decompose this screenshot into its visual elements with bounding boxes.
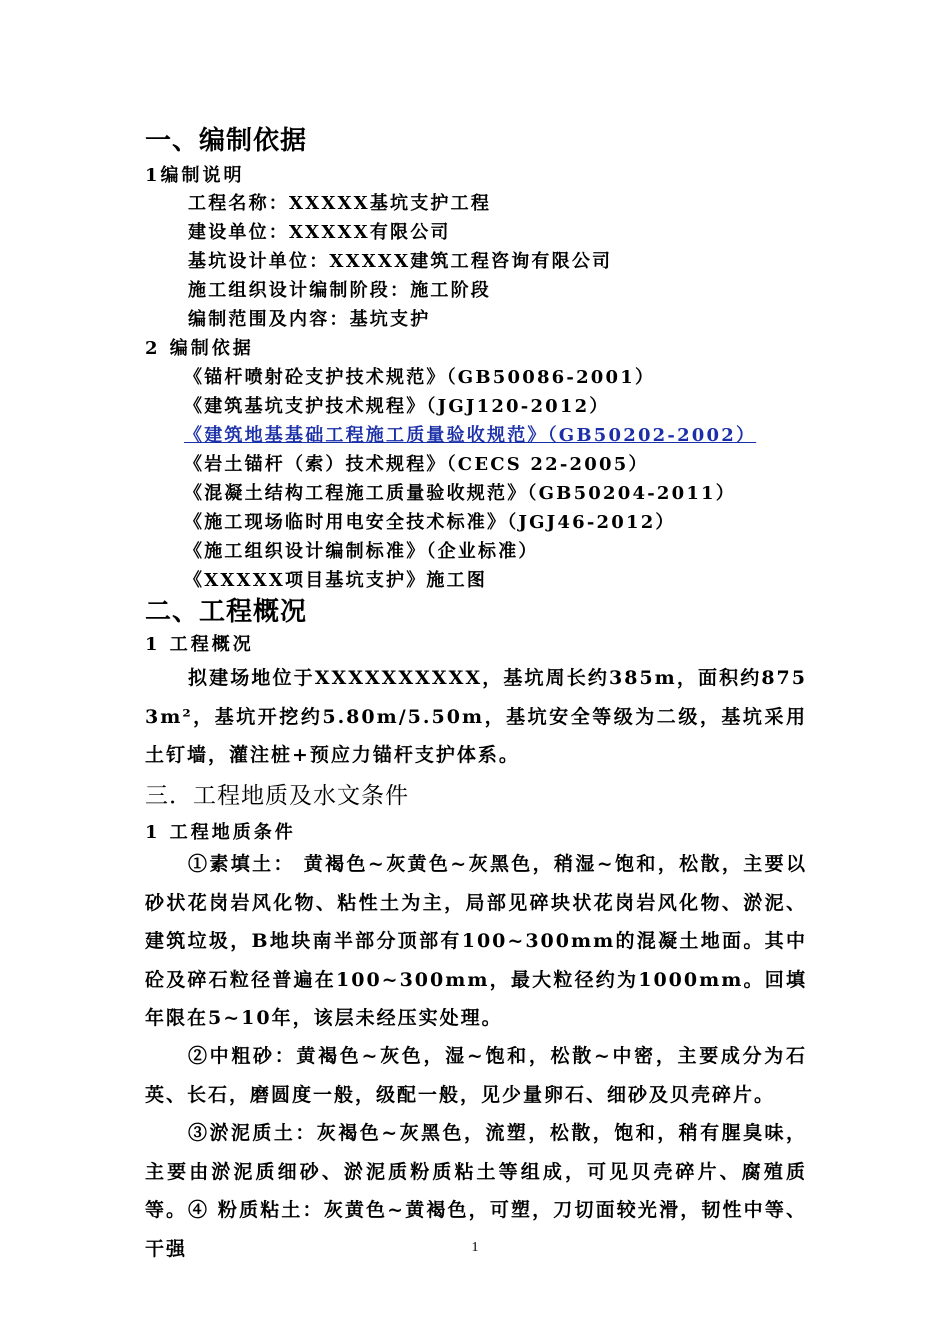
page-number: 1 <box>471 1240 479 1255</box>
section-1-1-title: 1编制说明 <box>145 165 245 186</box>
design-stage-line: 施工组织设计编制阶段：施工阶段 <box>188 280 491 301</box>
section-2-title: 二、工程概况 <box>145 597 308 627</box>
section-3-title: 三．工程地质及水文条件 <box>145 783 409 809</box>
reference-item: 《建筑基坑支护技术规程》（JGJ120-2012） <box>184 396 610 417</box>
section-1-2-title: 2 编制依据 <box>145 338 254 359</box>
reference-link[interactable]: 《建筑地基基础工程施工质量验收规范》（GB50202-2002） <box>184 425 757 446</box>
soil-layer-4-paragraph: ④ 粉质粘土：灰黄色~黄褐色，可塑，刀切面较光滑，韧性中等、干强 <box>145 1199 807 1260</box>
construction-unit-line: 建设单位：XXXXX有限公司 <box>188 222 451 243</box>
reference-item: 《施工组织设计编制标准》（企业标准） <box>184 541 539 562</box>
soil-layer-3-paragraph: ③淤泥质土：灰褐色~灰黑色，流塑，松散，饱和，稍有腥臭味，主要由淤泥质细砂、淤泥质粉质粘土等组成，可见贝壳碎片、腐殖质等。 <box>145 1122 807 1221</box>
reference-item: 《岩土锚杆（索）技术规程》（CECS 22-2005） <box>184 454 649 475</box>
design-unit-line: 基坑设计单位：XXXXX建筑工程咨询有限公司 <box>188 251 613 272</box>
reference-item: 《锚杆喷射砼支护技术规范》（GB50086-2001） <box>184 367 656 388</box>
section-3-1-title: 1 工程地质条件 <box>145 822 296 843</box>
reference-item: 《施工现场临时用电安全技术标准》（JGJ46-2012） <box>184 512 676 533</box>
soil-layer-2-paragraph: ②中粗砂：黄褐色~灰色，湿~饱和，松散~中密，主要成分为石英、长石，磨圆度一般，级配一般，见少量卵石、细砂及贝壳碎片。 <box>145 1045 807 1106</box>
reference-item: 《混凝土结构工程施工质量验收规范》（GB50204-2011） <box>184 483 736 504</box>
scope-line: 编制范围及内容：基坑支护 <box>188 309 431 330</box>
reference-item: 《XXXXX项目基坑支护》施工图 <box>184 570 488 591</box>
overview-paragraph: 拟建场地位于XXXXXXXXXX，基坑周长约385m，面积约8753m²，基坑开挖约5.80m/5.50m，基坑安全等级为二级，基坑采用土钉墙，灌注桩+预应力锚杆支护体系。 <box>145 667 807 766</box>
section-1-title: 一、编制依据 <box>145 126 308 156</box>
soil-layer-1-paragraph: ①素填土： 黄褐色~灰黄色~灰黑色，稍湿~饱和，松散，主要以砂状花岗岩风化物、粘性土为主，局部见碎块状花岗岩风化物、淤泥、建筑垃圾，B地块南半部分顶部有100~300mm的混凝土地面。其中砼及碎石粒径普遍在100~300mm，最大粒径约为1000mm。回填年限在5~10年，该层未经压实处理。 <box>145 853 807 1029</box>
project-name-line: 工程名称：XXXXX基坑支护工程 <box>188 193 492 214</box>
section-2-1-title: 1 工程概况 <box>145 634 254 655</box>
